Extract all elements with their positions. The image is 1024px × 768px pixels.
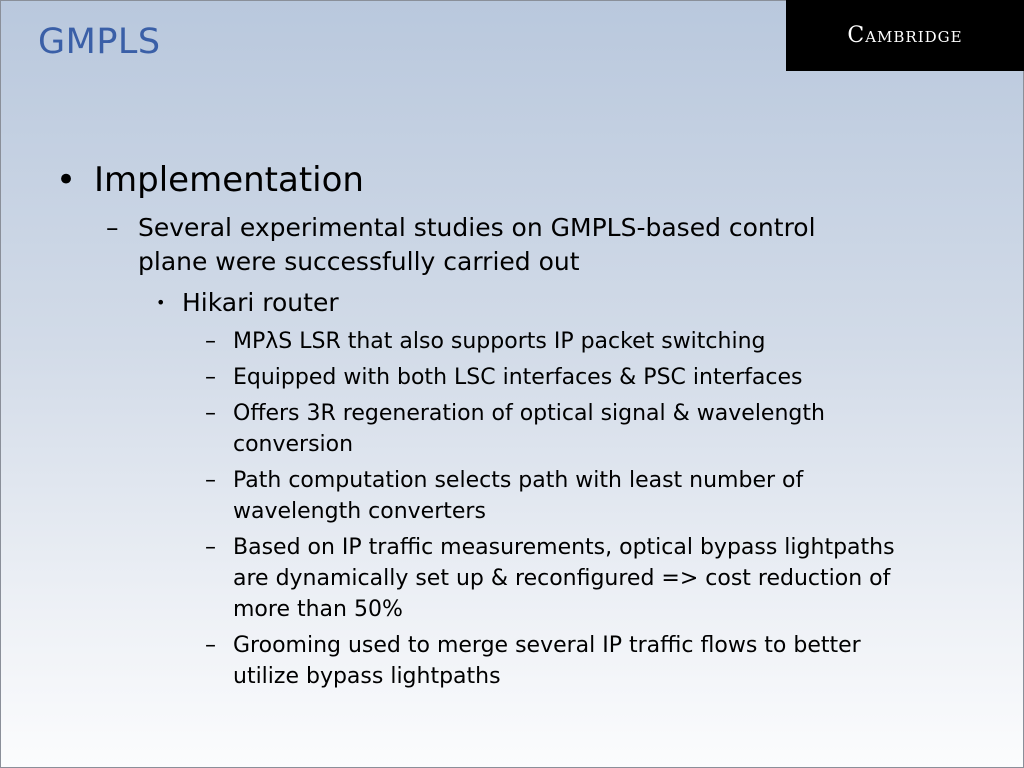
detail-list — [205, 326, 905, 697]
detail-text: Based on IP traffic measurements, optical bypass lightpaths are dynamically set up & reconfigured => cost reduction of more than 50% — [233, 535, 895, 622]
sub-bullet-text: Several experimental studies on GMPLS-based control plane were successfully carried out — [138, 213, 816, 276]
detail-item — [205, 398, 905, 460]
bullet-dot: • — [156, 293, 166, 312]
detail-item — [205, 362, 905, 393]
detail-text: Equipped with both LSC interfaces & PSC interfaces — [233, 365, 803, 390]
dash-marker: – — [205, 329, 216, 354]
dash-marker: – — [106, 213, 119, 242]
logo-text: Cambridge — [847, 23, 963, 48]
detail-text: Path computation selects path with least number of wavelength converters — [233, 468, 804, 524]
dash-marker: – — [205, 633, 216, 658]
dash-marker: – — [205, 365, 216, 390]
detail-text: Offers 3R regeneration of optical signal & wavelength conversion — [233, 401, 825, 457]
sub-sub-bullet-text: Hikari router — [182, 288, 339, 317]
sub-bullet — [106, 211, 866, 279]
bullet-dot: • — [56, 160, 77, 200]
bullet-main-text: Implementation — [94, 160, 364, 200]
dash-marker: – — [205, 535, 216, 560]
detail-text: Grooming used to merge several IP traffic flows to better utilize bypass lightpaths — [233, 633, 861, 689]
detail-item — [205, 326, 905, 357]
bullet-implementation — [56, 158, 364, 202]
slide-title: GMPLS — [38, 22, 161, 62]
detail-text: MPλS LSR that also supports IP packet switching — [233, 329, 766, 354]
sub-sub-bullet — [156, 287, 339, 319]
dash-marker: – — [205, 401, 216, 426]
detail-item — [205, 465, 905, 527]
detail-item — [205, 532, 905, 625]
dash-marker: – — [205, 468, 216, 493]
detail-item — [205, 630, 905, 692]
